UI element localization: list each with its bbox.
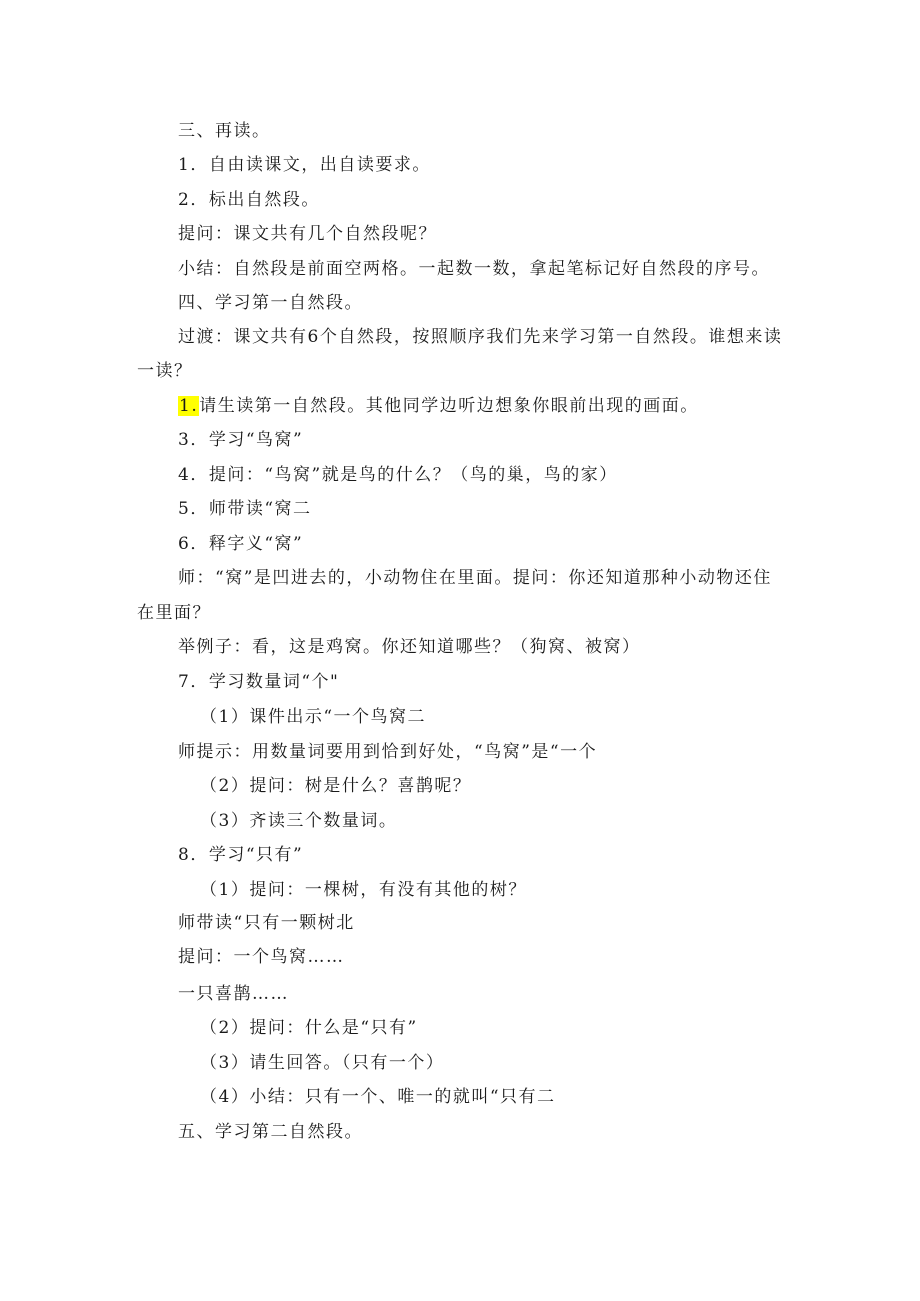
- paragraph-question: 提问：课文共有几个自然段呢？: [178, 224, 437, 244]
- heading-section-4: 四、学习第一自然段。: [178, 293, 363, 313]
- heading-section-5: 五、学习第二自然段。: [178, 1122, 363, 1142]
- paragraph-teacher-read: 师带读“只有一颗树北: [178, 913, 355, 933]
- paragraph-teacher-cont: 在里面？: [137, 603, 211, 623]
- paragraph-example: 举例子：看，这是鸡窝。你还知道哪些？（狗窝、被窝）: [178, 637, 641, 657]
- paragraph-transition-cont: 一读？: [137, 361, 193, 381]
- list-item-highlighted: [178, 394, 699, 418]
- sub-item-8-4: （4）小结：只有一个、唯一的就叫“只有二: [200, 1087, 556, 1107]
- list-item-1: 1．自由读课文，出自读要求。: [178, 155, 431, 175]
- list-item-3: 3．学习“鸟窝”: [178, 430, 304, 450]
- list-item-7: 7．学习数量词“个": [178, 672, 340, 692]
- paragraph-magpie: 一只喜鹊……: [178, 984, 289, 1004]
- paragraph-teacher: 师：“窝”是凹进去的，小动物住在里面。提问：你还知道那种小动物还住: [178, 568, 772, 588]
- list-item-5: 5．师带读“窝二: [178, 499, 312, 519]
- paragraph-teacher-hint: 师提示：用数量词要用到恰到好处，“鸟窝”是“一个: [178, 742, 598, 762]
- list-item-highlighted-text: 请生读第一自然段。其他同学边听边想象你眼前出现的画面。: [199, 396, 699, 416]
- paragraph-question-nest: 提问：一个鸟窝……: [178, 947, 345, 967]
- sub-item-7-2: （2）提问：树是什么？喜鹊呢？: [200, 776, 472, 796]
- sub-item-7-1: （1）课件出示“一个鸟窝二: [200, 707, 427, 727]
- list-item-6: 6．释字义“窝”: [178, 534, 304, 554]
- sub-item-8-3: （3）请生回答。（只有一个）: [200, 1053, 445, 1073]
- paragraph-summary: 小结：自然段是前面空两格。一起数一数，拿起笔标记好自然段的序号。: [178, 259, 770, 279]
- sub-item-8-1: （1）提问：一棵树，有没有其他的树？: [200, 880, 527, 900]
- highlight-marker: 1.: [179, 396, 199, 416]
- sub-item-8-2: （2）提问：什么是“只有”: [200, 1018, 418, 1038]
- list-item-8: 8．学习“只有”: [178, 845, 304, 865]
- heading-section-3: 三、再读。: [178, 121, 271, 141]
- list-item-2: 2．标出自然段。: [178, 190, 320, 210]
- sub-item-7-3: （3）齐读三个数量词。: [200, 811, 398, 831]
- list-item-4: 4．提问：“鸟窝”就是鸟的什么？（鸟的巢，鸟的家）: [178, 465, 618, 485]
- paragraph-transition: 过渡：课文共有6个自然段，按照顺序我们先来学习第一自然段。谁想来读: [178, 327, 783, 347]
